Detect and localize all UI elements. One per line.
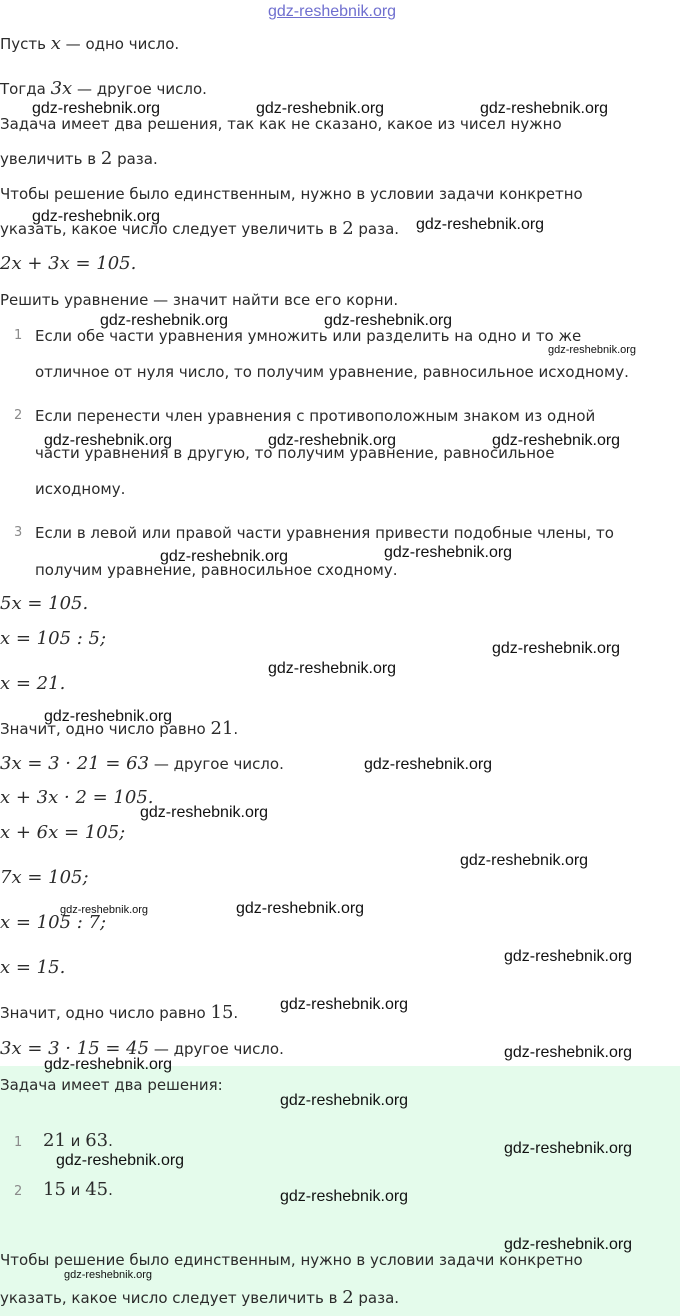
watermark: gdz-reshebnik.org [480, 100, 609, 117]
solution2-eq-d: x = 105 : 7; [0, 912, 107, 933]
watermark: gdz-reshebnik.org [548, 344, 637, 356]
intro-line-5: Чтобы решение было единственным, нужно в условии задачи конкретно [0, 185, 583, 203]
answer-item-1: 21 и 63. [43, 1130, 113, 1151]
watermark: gdz-reshebnik.org [268, 432, 397, 449]
answer-number: 1 [14, 1135, 23, 1150]
watermark: gdz-reshebnik.org [492, 640, 621, 657]
answer-note-line-1: Чтобы решение было единственным, нужно в условии задачи конкретно [0, 1251, 583, 1269]
watermark: gdz-reshebnik.org [32, 100, 161, 117]
watermark: gdz-reshebnik.org [280, 1188, 409, 1205]
watermark: gdz-reshebnik.org [32, 208, 161, 225]
watermark: gdz-reshebnik.org [504, 1236, 633, 1253]
solution1-eq-a: 5x = 105. [0, 593, 89, 614]
solution1-result: Значит, одно число равно 21. [0, 718, 239, 739]
intro-line-3: Задача имеет два решения, так как не сказано, какое из чисел нужно [0, 115, 562, 133]
rule-1-line-2: отличное от нуля число, то получим уравнение, равносильное исходному. [35, 363, 629, 381]
watermark: gdz-reshebnik.org [268, 660, 397, 677]
watermark: gdz-reshebnik.org [384, 544, 513, 561]
solution1-eq-b: x = 105 : 5; [0, 628, 107, 649]
watermark: gdz-reshebnik.org [460, 852, 589, 869]
rule-number: 3 [14, 525, 23, 540]
intro-line-6: указать, какое число следует увеличить в 2 раза. [0, 218, 400, 239]
watermark: gdz-reshebnik.org [504, 1140, 633, 1157]
watermark: gdz-reshebnik.org [256, 100, 385, 117]
answer-number: 2 [14, 1184, 23, 1199]
watermark: gdz-reshebnik.org [44, 432, 173, 449]
answer-heading: Задача имеет два решения: [0, 1076, 223, 1094]
watermark: gdz-reshebnik.org [140, 804, 269, 821]
rule-2-line-1: Если перенести член уравнения с противоположным знаком из одной [35, 407, 596, 425]
watermark: gdz-reshebnik.org [504, 948, 633, 965]
solution2-eq-a: x + 3x · 2 = 105. [0, 787, 154, 808]
watermark: gdz-reshebnik.org [280, 1092, 409, 1109]
answer-item-2: 15 и 45. [43, 1179, 113, 1200]
answer-note-line-2: указать, какое число следует увеличить в 2 раза. [0, 1287, 400, 1308]
rule-2-line-3: исходному. [35, 480, 126, 498]
solution2-result: Значит, одно число равно 15. [0, 1002, 239, 1023]
solution2-eq-b: x + 6x = 105; [0, 822, 126, 843]
watermark: gdz-reshebnik.org [60, 904, 149, 916]
rules-heading: Решить уравнение — значит найти все его корни. [0, 291, 399, 309]
solution2-eq-c: 7x = 105; [0, 867, 89, 888]
solution1-other-number: 3x = 3 · 21 = 63 — другое число. [0, 753, 284, 774]
watermark: gdz-reshebnik.org [160, 548, 289, 565]
intro-line-1: Пусть x — одно число. [0, 33, 180, 54]
watermark: gdz-reshebnik.org [324, 312, 453, 329]
solution2-other-number: 3x = 3 · 15 = 45 — другое число. [0, 1038, 284, 1059]
rule-2-line-2: части уравнения в другую, то получим уравнение, равносильное [35, 444, 555, 462]
watermark: gdz-reshebnik.org [44, 708, 173, 725]
watermark: gdz-reshebnik.org [364, 756, 493, 773]
intro-line-2: Тогда 3x — другое число. [0, 78, 207, 99]
watermark: gdz-reshebnik.org [504, 1044, 633, 1061]
rule-1-line-1: Если обе части уравнения умножить или разделить на одно и то же [35, 327, 582, 345]
watermark: gdz-reshebnik.org [236, 900, 365, 917]
equation-main: 2x + 3x = 105. [0, 253, 137, 274]
watermark: gdz-reshebnik.org [44, 1056, 173, 1073]
watermark: gdz-reshebnik.org [492, 432, 621, 449]
rule-3-line-1: Если в левой или правой части уравнения привести подобные члены, то [35, 524, 614, 542]
intro-line-4: увеличить в 2 раза. [0, 148, 158, 169]
watermark-link[interactable]: gdz-reshebnik.org [268, 3, 397, 20]
solution2-eq-e: x = 15. [0, 957, 66, 978]
watermark: gdz-reshebnik.org [100, 312, 229, 329]
watermark: gdz-reshebnik.org [416, 216, 545, 233]
rule-number: 2 [14, 408, 23, 423]
rule-3-line-2: получим уравнение, равносильное сходному. [35, 561, 398, 579]
watermark: gdz-reshebnik.org [280, 996, 409, 1013]
watermark: gdz-reshebnik.org [56, 1152, 185, 1169]
solution1-eq-c: x = 21. [0, 673, 66, 694]
rule-number: 1 [14, 328, 23, 343]
watermark: gdz-reshebnik.org [64, 1269, 153, 1281]
